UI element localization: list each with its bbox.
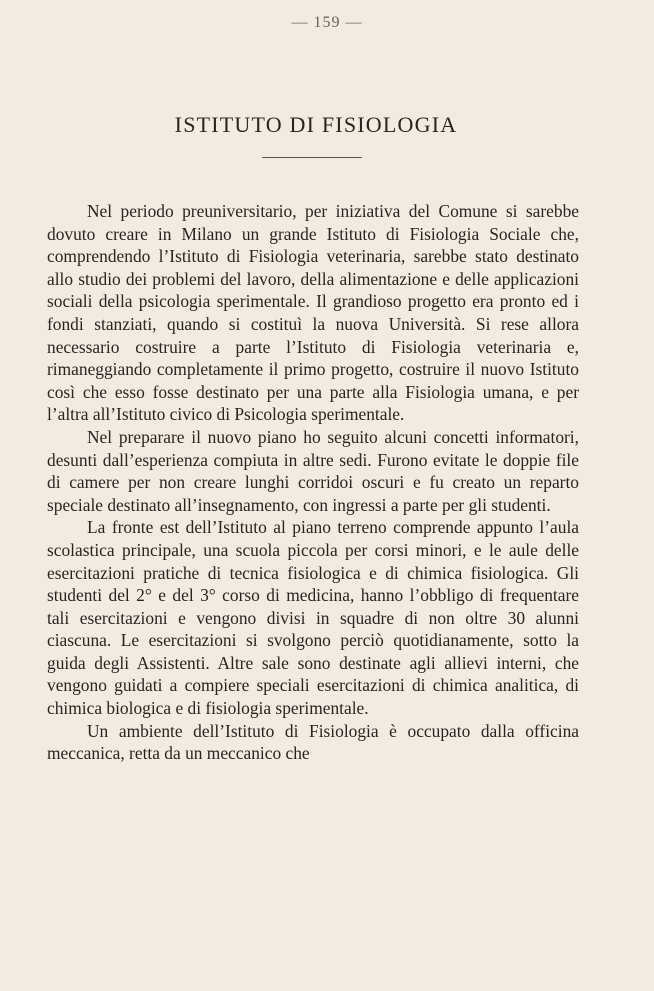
section-title: ISTITUTO DI FISIOLOGIA bbox=[174, 112, 458, 137]
body-text bbox=[47, 200, 579, 765]
paragraph: Nel preparare il nuovo piano ho seguito alcuni concetti informatori, desunti dall’esperienza compiuta in altre sedi. Furono evitate le doppie file di camere per non creare lunghi corridoi oscuri e fu creato un reparto speciale destinato all’insegnamento, con ingressi a parte per gli studenti. bbox=[47, 426, 579, 515]
paragraph: La fronte est dell’Istituto al piano terreno comprende appunto l’aula scolastica principale, una scuola piccola per corsi minori, e le aule delle esercitazioni pratiche di tecnica fisiologica e di chimica fisiologica. Gli studenti del 2° e del 3° corso di medicina, hanno l’obbligo di frequentare tali esercitazioni e vengono divisi in squadre di non oltre 30 alunni ciascuna. Le esercitazioni si svolgono perciò quotidianamente, sotto la guida degli Assistenti. Altre sale sono destinate agli allievi interni, che vengono guidati a compiere speciali esercitazioni di chimica analitica, di chimica biologica e di fisiologia sperimentale. bbox=[47, 517, 579, 719]
title-underline-rule bbox=[262, 157, 362, 158]
paragraph: Un ambiente dell’Istituto di Fisiologia è occupato dalla officina meccanica, retta da un meccanico che bbox=[47, 720, 579, 764]
paragraph: Nel periodo preuniversitario, per iniziativa del Comune si sarebbe dovuto creare in Milano un grande Istituto di Fisiologia Sociale che, comprendendo l’Istituto di Fisiologia veterinaria, sarebbe stato destinato allo studio dei problemi del lavoro, della alimentazione e delle applicazioni sociali della psicologia sperimentale. Il grandioso progetto era pronto ed i fondi stanziati, quando si costituì la nuova Università. Si rese allora necessario costruire a parte l’Istituto di Fisiologia veterinaria e, rimaneggiando completamente il primo progetto, costruire il nuovo Istituto così che esso fosse destinato per una parte alla Fisiologia umana, e per l’altra all’Istituto civico di Psicologia sperimentale. bbox=[47, 201, 579, 425]
page-number: — 159 — bbox=[291, 14, 363, 31]
